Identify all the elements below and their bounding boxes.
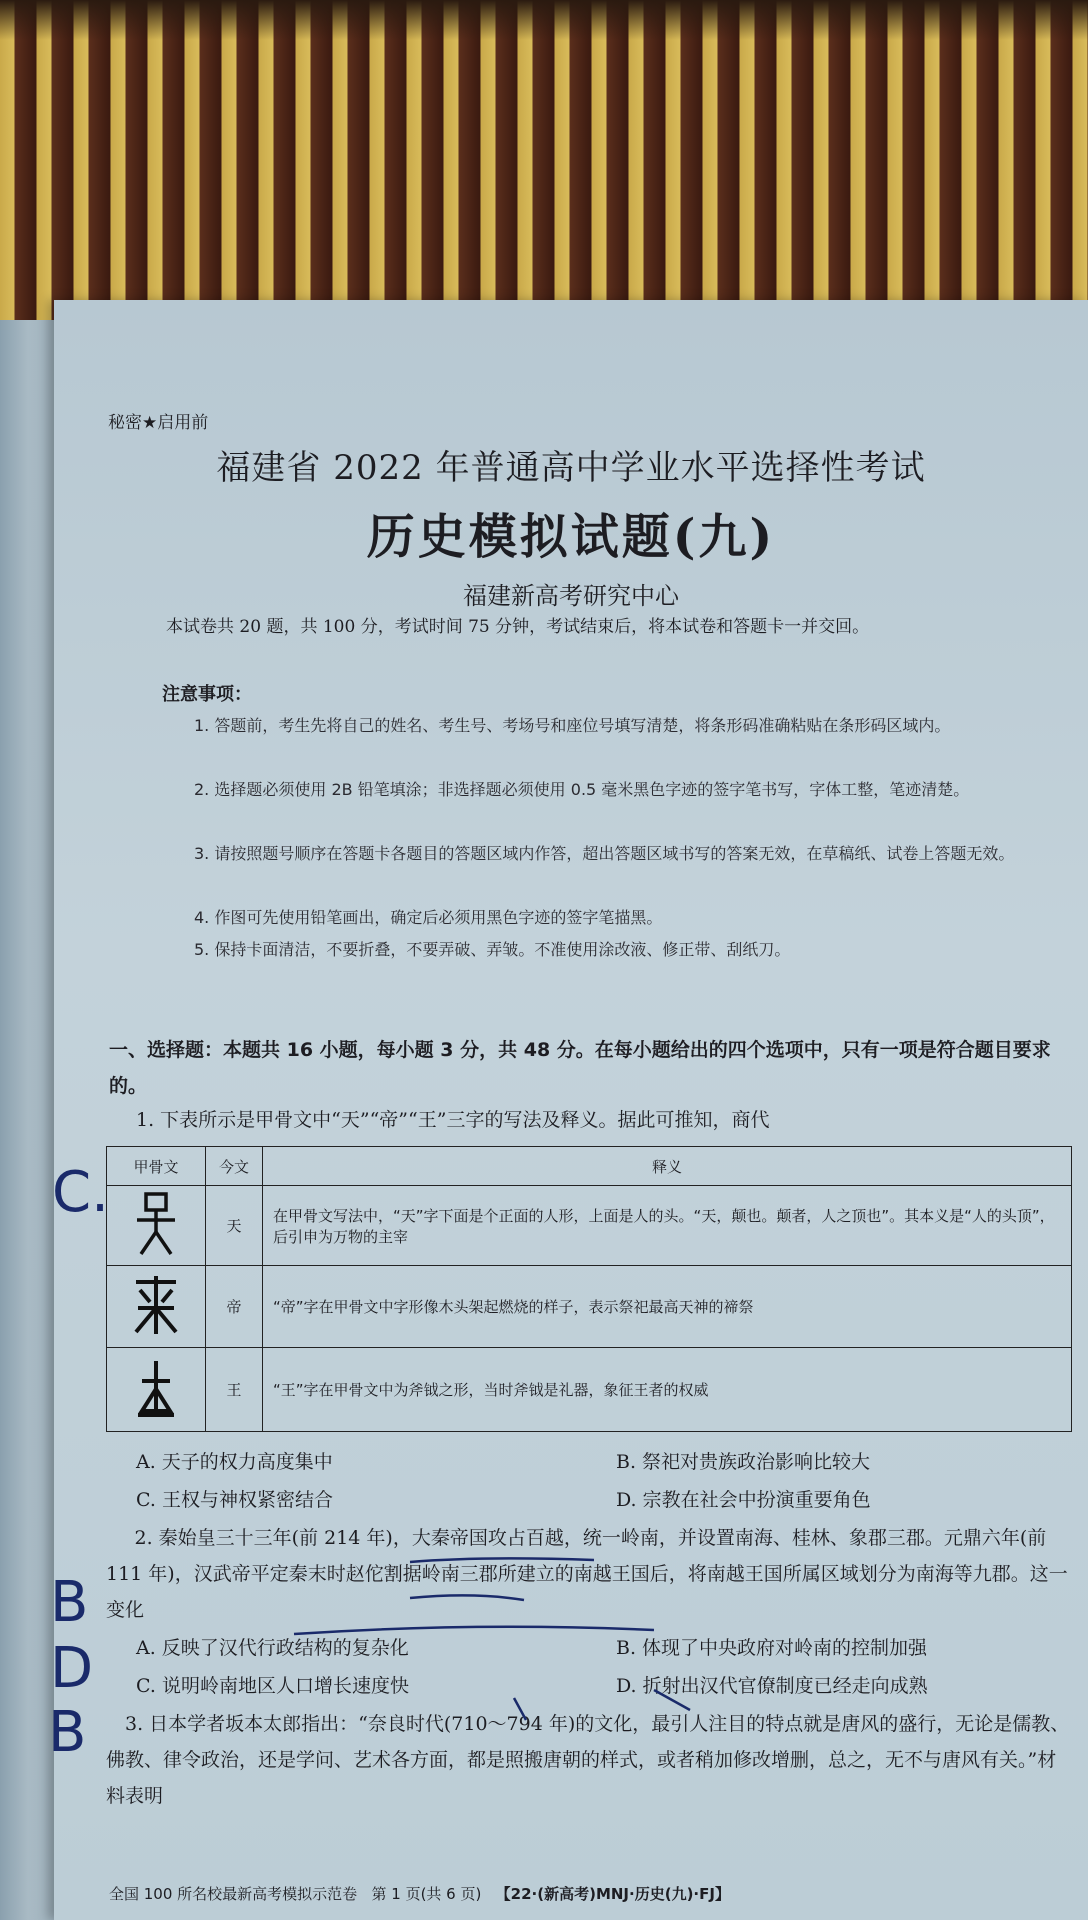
handwritten-answer-4: B: [48, 1700, 87, 1765]
modern-char: 帝: [206, 1266, 263, 1348]
paper-title: 历史模拟试题(九): [366, 509, 776, 565]
q2-stem: 2. 秦始皇三十三年(前 214 年)，大秦帝国攻占百越，统一岭南，并设置南海、桂林、象郡三郡。元鼎六年(前 111 年)，汉武帝平定秦末时赵佗割据岭南三郡所建立的南越王国后，将南越王国所属区域划分为南海等九郡。这一变化: [106, 1527, 1068, 1621]
explanation: “帝”字在甲骨文中字形像木头架起燃烧的样子，表示祭祀最高天神的禘祭: [263, 1266, 1072, 1348]
footer-page: 第 1 页(共 6 页): [371, 1885, 482, 1903]
modern-char: 王: [206, 1348, 263, 1432]
organization: 福建新高考研究中心: [463, 582, 679, 610]
q2-option-a: A. 反映了汉代行政结构的复杂化: [136, 1637, 409, 1659]
striped-fabric-background: [0, 0, 1088, 340]
handwritten-answer-2: B: [50, 1570, 89, 1635]
col-explanation: 释义: [263, 1147, 1072, 1186]
q3-stem: 3. 日本学者坂本太郎指出：“奈良时代(710～794 年)的文化，最引人注目的特点就是唐风的盛行，无论是儒教、佛教、律令政治，还是学问、艺术各方面，都是照搬唐朝的样式，或者稍加修改增删，总之，无不与唐风有关。”材料表明: [106, 1713, 1070, 1807]
note-2: 2. 选择题必须使用 2B 铅笔填涂；非选择题必须使用 0.5 毫米黑色字迹的签字笔书写，字体工整，笔迹清楚。: [194, 780, 970, 799]
explanation: “王”字在甲骨文中为斧钺之形，当时斧钺是礼器，象征王者的权威: [263, 1348, 1072, 1432]
q2-option-d: D. 折射出汉代官僚制度已经走向成熟: [616, 1675, 928, 1697]
footer-code: 【22·(新高考)MNJ·历史(九)·FJ】: [495, 1885, 730, 1903]
handwritten-answer-1: C.: [52, 1160, 109, 1225]
note-1: 1. 答题前，考生先将自己的姓名、考生号、考场号和座位号填写清楚，将条形码准确粘贴在条形码区域内。: [194, 716, 951, 735]
note-3: 3. 请按照题号顺序在答题卡各题目的答题区域内作答，超出答题区域书写的答案无效，在草稿纸、试卷上答题无效。: [194, 844, 1015, 863]
q2-option-b: B. 体现了中央政府对岭南的控制加强: [616, 1637, 928, 1659]
intro-text: 本试卷共 20 题，共 100 分，考试时间 75 分钟，考试结束后，将本试卷和答题卡一并交回。: [166, 617, 870, 637]
pen-underlines: [54, 300, 1088, 1920]
q1-option-c: C. 王权与神权紧密结合: [136, 1489, 333, 1511]
col-oracle: 甲骨文: [107, 1147, 206, 1186]
q1-option-b: B. 祭祀对贵族政治影响比较大: [616, 1451, 871, 1473]
modern-char: 天: [206, 1186, 263, 1266]
footer-series: 全国 100 所名校最新高考模拟示范卷: [109, 1885, 358, 1903]
note-4: 4. 作图可先使用铅笔画出，确定后必须用黑色字迹的签字笔描黑。: [194, 908, 663, 927]
q1-stem: 1. 下表所示是甲骨文中“天”“帝”“王”三字的写法及释义。据此可推知，商代: [136, 1109, 770, 1131]
q1-option-d: D. 宗教在社会中扮演重要角色: [616, 1489, 871, 1511]
q2-option-c: C. 说明岭南地区人口增长速度快: [136, 1675, 409, 1697]
q1-option-a: A. 天子的权力高度集中: [136, 1451, 333, 1473]
notes-heading: 注意事项：: [162, 684, 252, 705]
exam-sheet: [48, 300, 1088, 1920]
exam-title: 福建省 2022 年普通高中学业水平选择性考试: [216, 448, 926, 488]
handwritten-answer-3: D: [50, 1636, 94, 1701]
note-5: 5. 保持卡面清洁，不要折叠，不要弄破、弄皱。不准使用涂改液、修正带、刮纸刀。: [194, 940, 791, 959]
explanation: 在甲骨文写法中，“天”字下面是个正面的人形，上面是人的头。“天，颠也。颠者，人之顶也”。其本义是“人的头顶”，后引申为万物的主宰: [263, 1186, 1072, 1266]
secret-label: 秘密★启用前: [108, 413, 209, 433]
section-heading: 一、选择题：本题共 16 小题，每小题 3 分，共 48 分。在每小题给出的四个选项中，只有一项是符合题目要求的。: [109, 1039, 1051, 1097]
col-modern: 今文: [206, 1147, 263, 1186]
